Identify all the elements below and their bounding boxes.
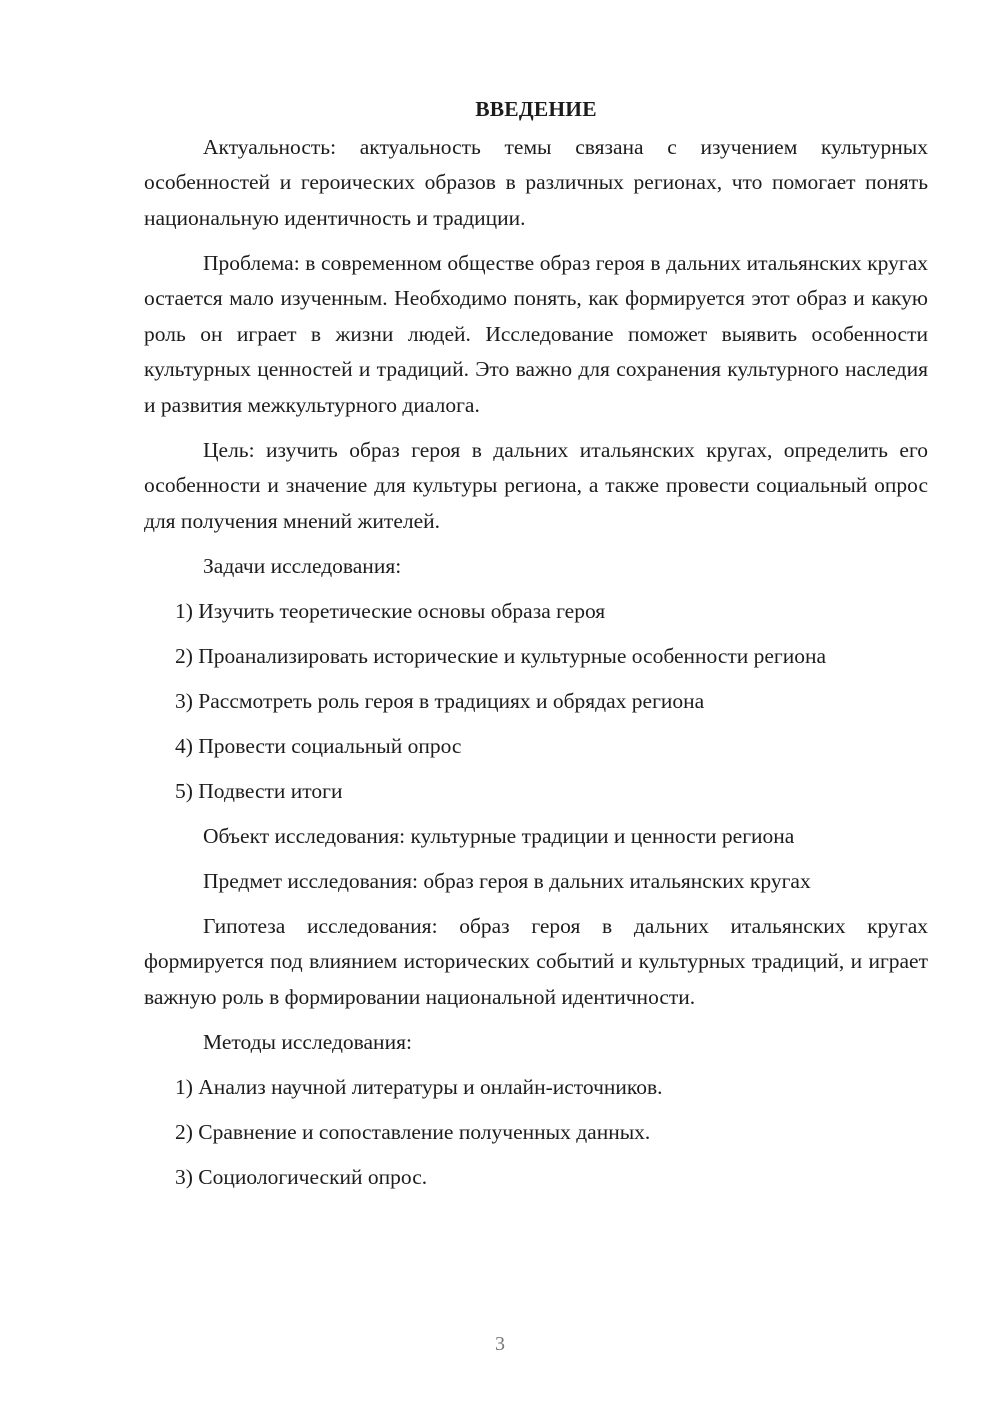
methods-list: [144, 1070, 928, 1196]
page-number: 3: [495, 1333, 505, 1355]
subject-paragraph: Предмет исследования: образ героя в дальних итальянских кругах: [203, 868, 811, 893]
relevance-paragraph: Актуальность: актуальность темы связана с изучением культурных особенностей и героических образов в различных регионах, что помогает понять национальную идентичность и традиции.: [144, 134, 928, 230]
list-item: 1) Анализ научной литературы и онлайн-источников.: [175, 1074, 663, 1099]
list-item: 4) Провести социальный опрос: [175, 733, 462, 758]
hypothesis-paragraph: Гипотеза исследования: образ героя в дальних итальянских кругах формируется под влиянием исторических событий и культурных традиций, и играет важную роль в формировании национальной идентичности.: [144, 913, 928, 1009]
list-item: 5) Подвести итоги: [175, 778, 343, 803]
tasks-list: [144, 594, 928, 810]
section-title: ВВЕДЕНИЕ: [475, 97, 597, 121]
list-item: 2) Сравнение и сопоставление полученных данных.: [175, 1119, 651, 1144]
list-item: 1) Изучить теоретические основы образа героя: [175, 598, 606, 623]
methods-heading: Методы исследования:: [203, 1029, 412, 1054]
goal-paragraph: Цель: изучить образ героя в дальних итальянских кругах, определить его особенности и значение для культуры региона, а также провести социальный опрос для получения мнений жителей.: [144, 437, 928, 533]
problem-paragraph: Проблема: в современном обществе образ героя в дальних итальянских кругах остается мало изученным. Необходимо понять, как формируется этот образ и какую роль он играет в жизни людей. Исследование поможет выявить особенности культурных ценностей и традиций. Это важно для сохранения культурного наследия и развития межкультурного диалога.: [144, 250, 928, 417]
object-paragraph: Объект исследования: культурные традиции и ценности региона: [203, 823, 795, 848]
list-item: 2) Проанализировать исторические и культурные особенности региона: [175, 643, 827, 668]
tasks-heading: Задачи исследования:: [203, 553, 402, 578]
list-item: 3) Рассмотреть роль героя в традициях и обрядах региона: [175, 688, 705, 713]
document-body: [144, 92, 928, 1205]
list-item: 3) Социологический опрос.: [175, 1164, 428, 1189]
